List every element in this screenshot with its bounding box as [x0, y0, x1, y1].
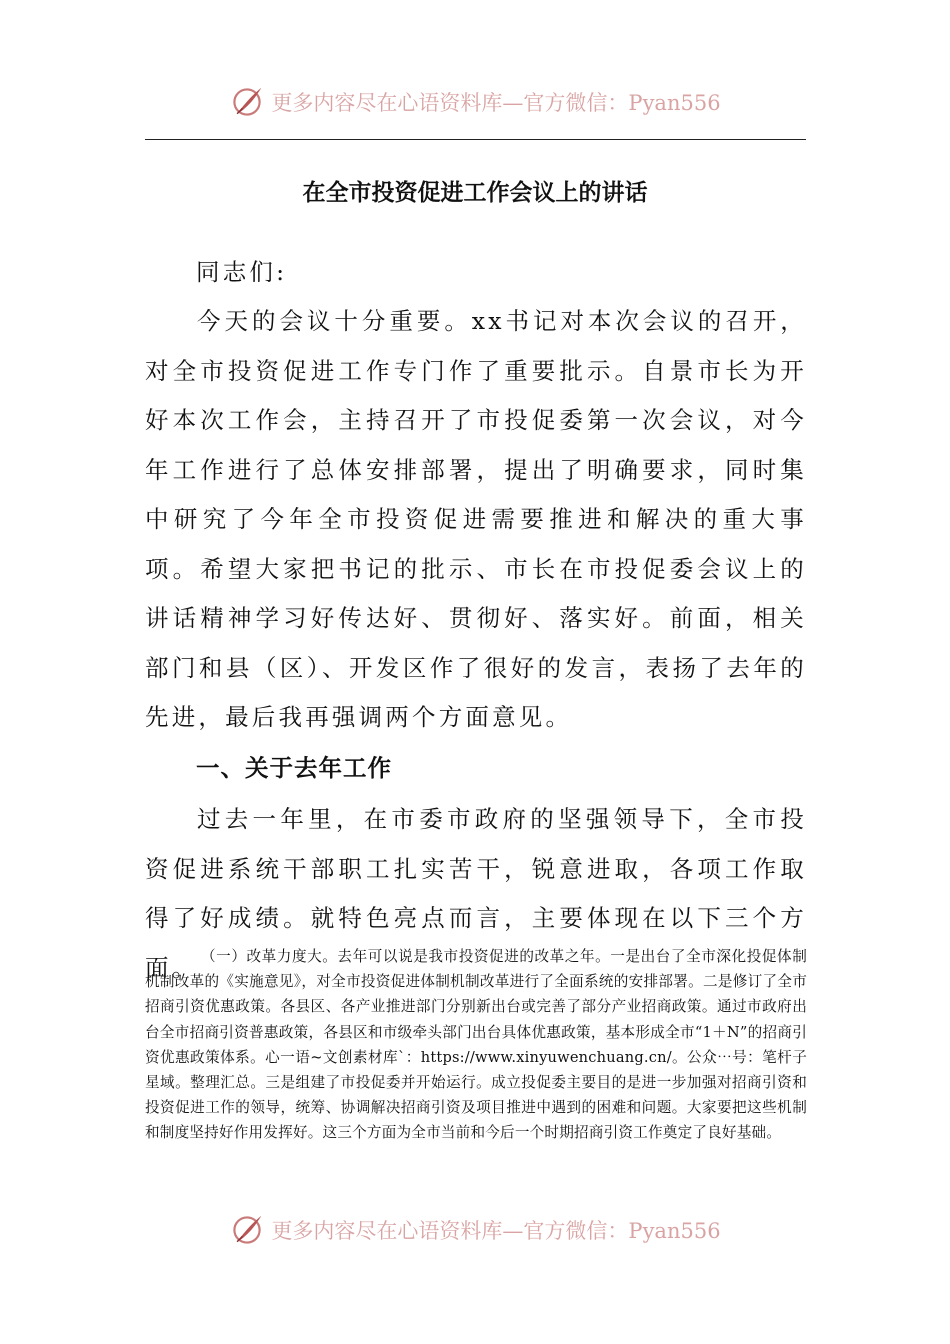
header-divider	[145, 139, 806, 140]
paragraph-1: 今天的会议十分重要。xx书记对本次会议的召开，对全市投资促进工作专门作了重要批示。自景市长为开好本次工作会，主持召开了市投促委第一次会议，对今年工作进行了总体安排部署，提出了明确要求，同时集中研究了今年全市投资促进需要推进和解决的重大事项。希望大家把书记的批示、市长在市投促委会议上的讲话精神学习好传达好、贯彻好、落实好。前面，相关部门和县（区）、开发区作了很好的发言，表扬了去年的先进，最后我再强调两个方面意见。	[145, 307, 807, 731]
greeting: 同志们:	[196, 258, 288, 286]
footer-watermark	[0, 1208, 950, 1252]
paragraph-2: 过去一年里，在市委市政府的坚强领导下，全市投资促进系统干部职工扎实苦干，锐意进取，各项工作取得了好成绩。就特色亮点而言，主要体现在以下三个方面。	[145, 805, 807, 982]
document-title: 在全市投资促进工作会议上的讲话	[302, 179, 648, 206]
paragraph-3: （一）改革力度大。去年可以说是我市投资促进的改革之年。一是出台了全市深化投促体制机制改革的《实施意见》，对全市投资促进体制机制改革进行了全面系统的安排部署。二是修订了全市招商引资优惠政策。各县区、各产业推进部门分别新出台或完善了部分产业招商政策。通过市政府出台全市招商引资普惠政策，各县区和市级牵头部门出台具体优惠政策，基本形成全市“1＋N”的招商引资优惠政策体系。心一语~文创素材库`：https://www.xinyuwenchuang.cn/。公众⋯号：笔杆子星域。整理汇总。三是组建了市投促委并开始运行。成立投促委主要目的是进一步加强对招商引资和投资促进工作的领导，统筹、协调解决招商引资及项目推进中遇到的困难和问题。大家要把这些机制和制度坚持好作用发挥好。这三个方面为全市当前和今后一个时期招商引资工作奠定了良好基础。	[145, 948, 807, 1142]
quill-pen-logo-icon	[229, 84, 265, 120]
watermark-text: 更多内容尽在心语资料库—官方微信：Pyan556	[271, 91, 721, 115]
quill-pen-logo-icon	[229, 1212, 265, 1248]
watermark-text: 更多内容尽在心语资料库—官方微信：Pyan556	[271, 1219, 721, 1243]
section-heading-1: 一、关于去年工作	[196, 754, 392, 782]
header-watermark	[0, 80, 950, 124]
